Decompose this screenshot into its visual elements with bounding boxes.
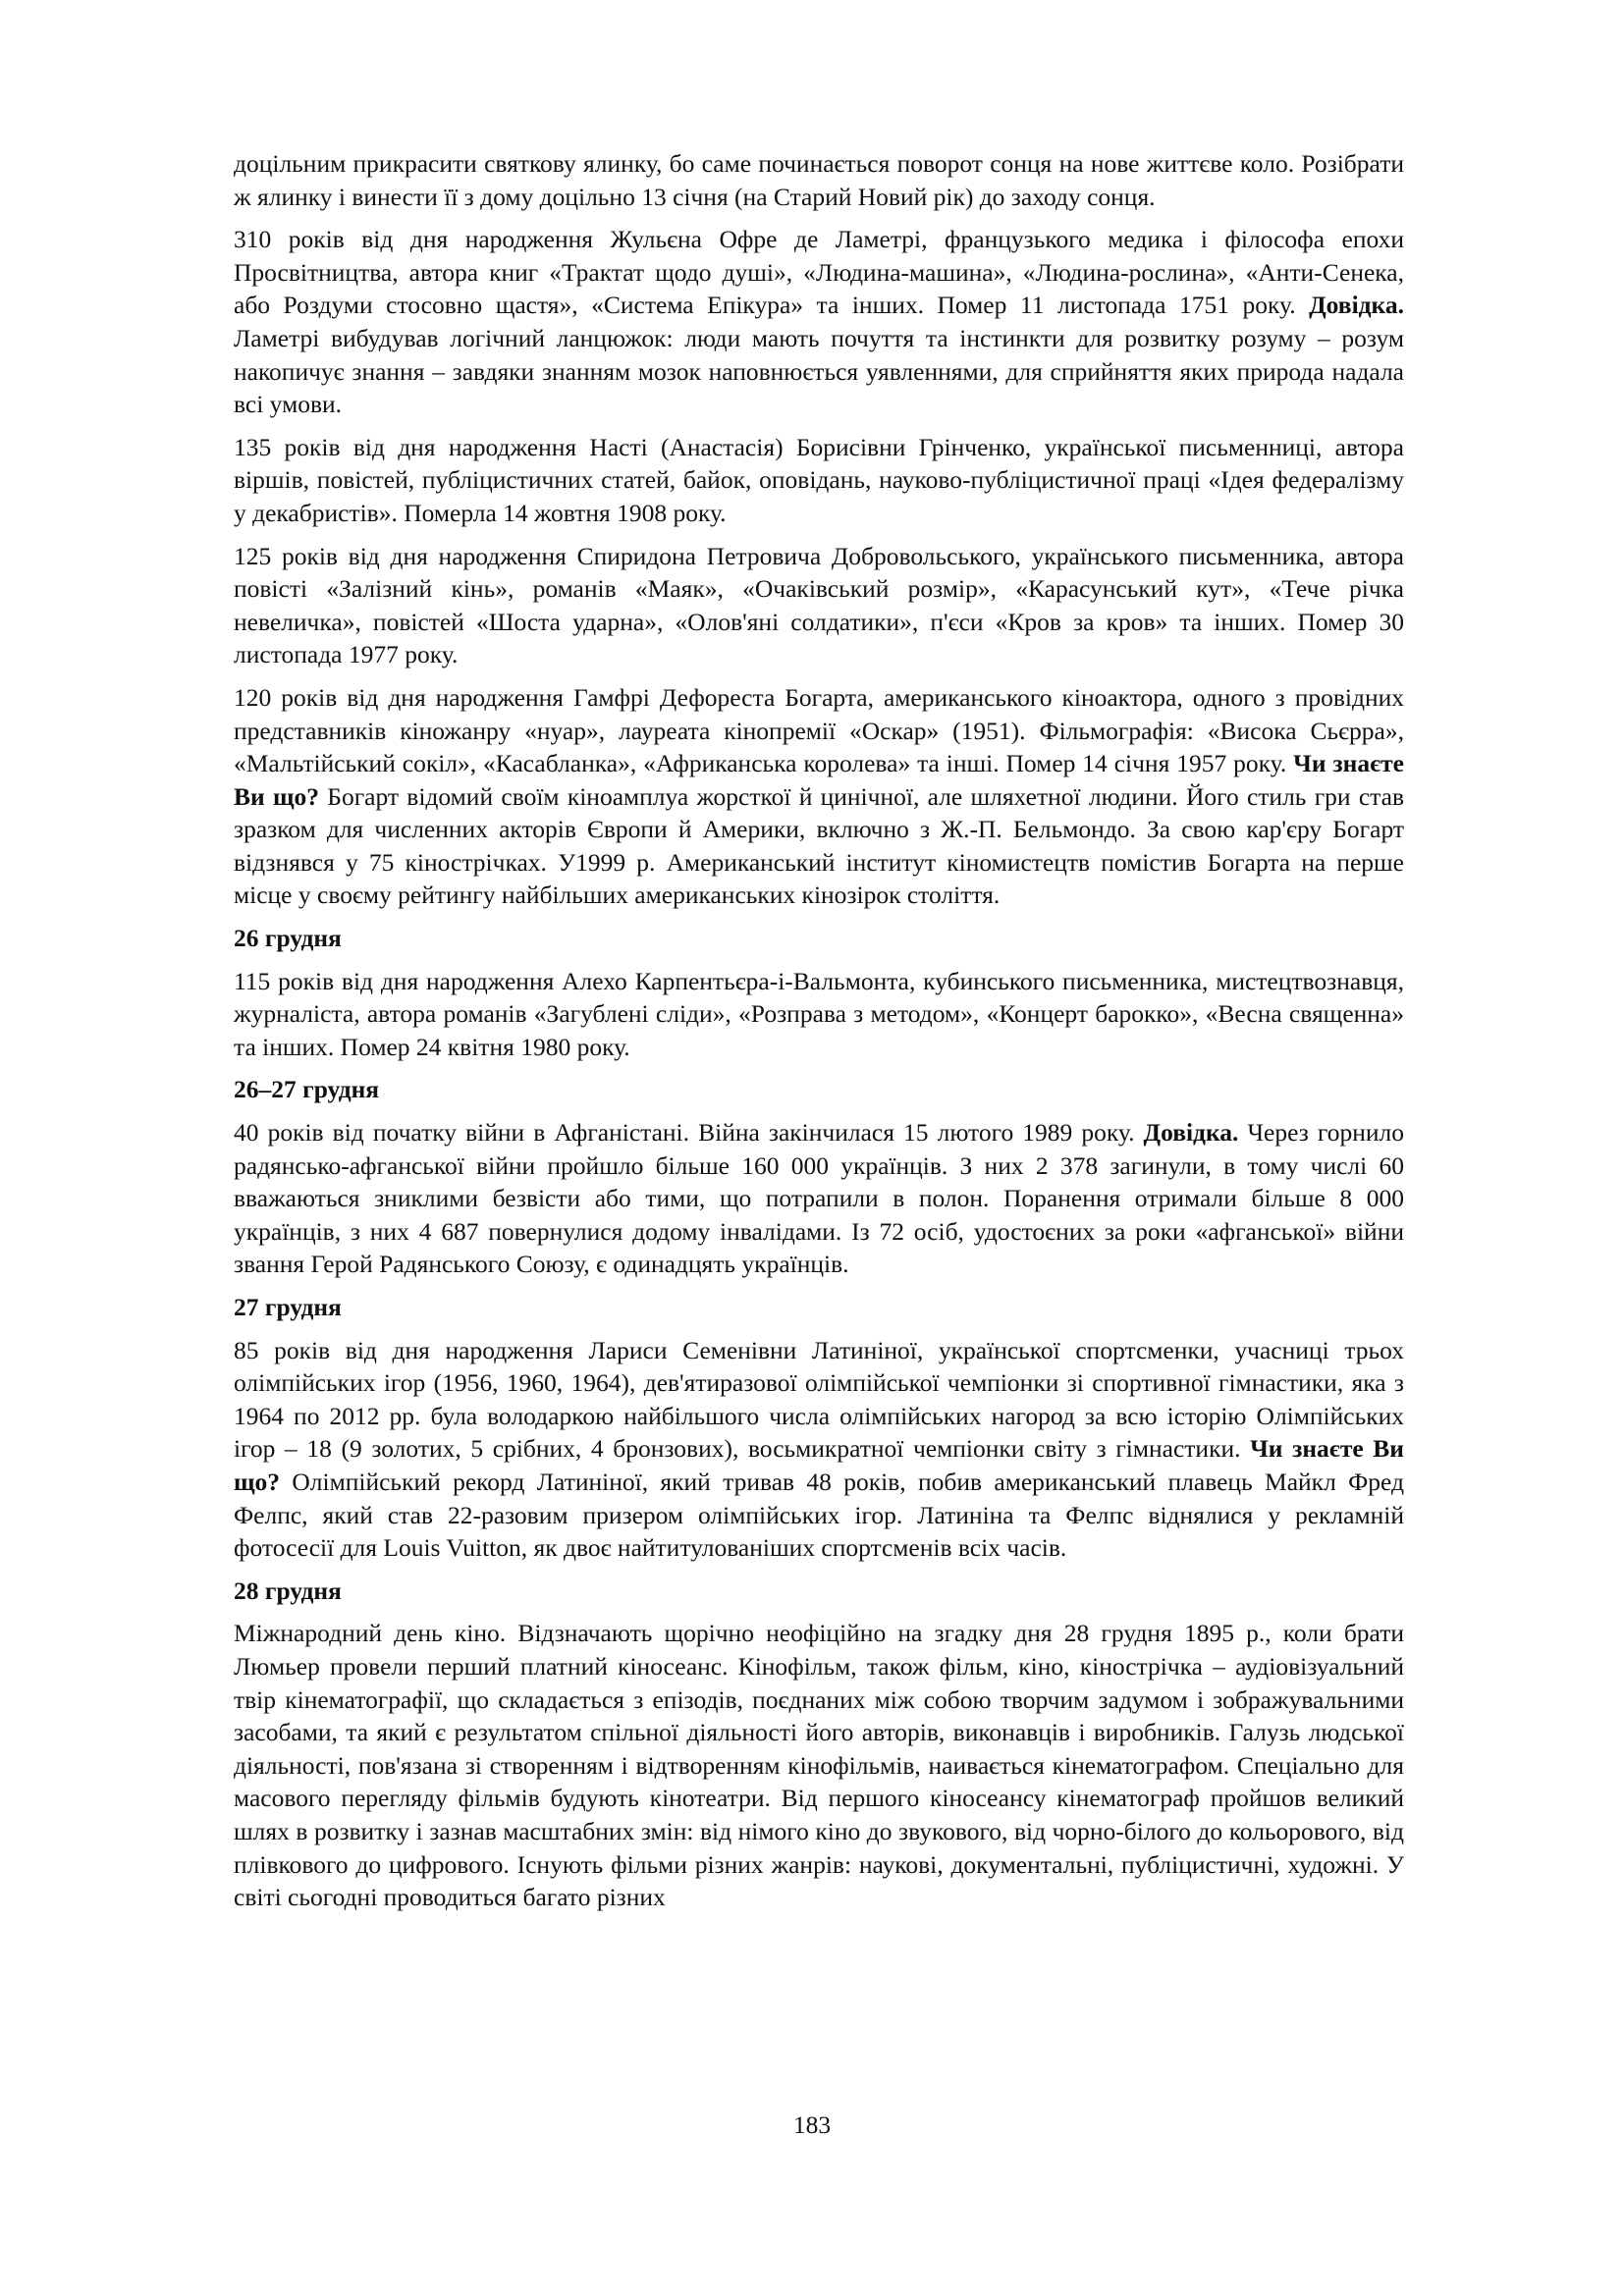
- bold-lead-in: Довідка.: [1309, 291, 1404, 320]
- text-run: 115 років від дня народження Алехо Карпентьєра-і-Вальмонта, кубинського письменника, мистецтвознавця, журналіста, автора романів «Загублені сліди», «Розправа з методом», «Концерт барокко», «Весна священна» та інших. Помер 24 квітня 1980 року.: [234, 966, 1404, 1061]
- para-new-year-tree: [234, 147, 1404, 213]
- bold-lead-in: Довідка.: [1143, 1118, 1239, 1148]
- text-run: Богарт відомий своїм кіноамплуа жорсткої й цинічної, але шляхетної людини. Його стиль гри став зразком для численних акторів Європи й Америки, включно з Ж.-П. Бельмондо. За свою кар'єру Богарт відзнявся у 75 кінострічках. У1999 р. Американський інститут кіномистецтв помістив Богарта на перше місце у своєму рейтингу найбільших американських кінозірок століття.: [234, 781, 1404, 910]
- para-latynina: [234, 1334, 1404, 1565]
- text-run: 40 років від початку війни в Афганістані. Війна закінчилася 15 лютого 1989 року.: [234, 1118, 1144, 1148]
- bold-lead-in: Чи знаєте Ви що?: [234, 1434, 1404, 1496]
- document-page: [234, 147, 1404, 1924]
- para-cinema-day: [234, 1617, 1404, 1913]
- text-run: 310 років від дня народження Жульєна Офре де Ламетрі, французького медика і філософа епохи Просвітництва, автора книг «Трактат щодо душі», «Людина-машина», «Людина-рослина», «Анти-Сенека, або Роздуми стосовно щастя», «Система Епікура» та інших. Помер 11 листопада 1751 року.: [234, 225, 1404, 320]
- para-carpentier: [234, 965, 1404, 1064]
- text-run: доцільним прикрасити святкову ялинку, бо саме починається поворот сонця на нове життєве коло. Розібрати ж ялинку і винести її з дому доцільно 13 січня (на Старий Новий рік) до заходу сонця.: [234, 149, 1404, 211]
- text-run: 125 років від дня народження Спиридона Петровича Добровольського, українського письменника, автора повісті «Залізний кінь», романів «Маяк», «Очаківський розмір», «Карасунський кут», «Тече річка невеличка», повістей «Шоста ударна», «Олов'яні солдатики», п'єси «Кров за кров» та інших. Помер 30 листопада 1977 року.: [234, 541, 1404, 669]
- text-run: Олімпійський рекорд Латиніної, який тривав 48 років, побив американський плавець Майкл Фред Фелпс, який став 22-разовим призером олімпійських ігор. Латиніна та Фелпс віднялися у рекламній фотосесії для Louis Vuitton, як двоє найтитулованіших спортсменів всіх часів.: [234, 1467, 1404, 1563]
- para-hrinchenko: [234, 431, 1404, 530]
- para-lamettrie: [234, 223, 1404, 421]
- text-run: Ламетрі вибудував логічний ланцюжок: люди мають почуття та інстинкти для розвитку розуму – розум накопичує знання – завдяки знанням мозок наповнюється уявленнями, для сприйняття яких природа надала всі умови.: [234, 323, 1404, 419]
- text-run: 120 років від дня народження Гамфрі Дефореста Богарта, американського кіноактора, одного з провідних представників кіножанру «нуар», лауреата кінопремії «Оскар» (1951). Фільмографія: «Висока Сьєрра», «Мальтійський сокіл», «Касабланка», «Африканська королева» та інші. Помер 14 січня 1957 року.: [234, 682, 1404, 778]
- para-afghanistan: [234, 1116, 1404, 1281]
- para-bogart: [234, 681, 1404, 912]
- text-run: Міжнародний день кіно. Відзначають щорічно неофіційно на згадку дня 28 грудня 1895 р., коли брати Люмьер провели перший платний кіносеанс. Кінофільм, також фільм, кіно, кінострічка – аудіовізуальний твір кінематографії, що складається з епізодів, поєднаних між собою творчим задумом і зображувальними засобами, та який є результатом спільної діяльності його авторів, виконавців і виробників. Галузь людської діяльності, пов'язана зі створенням і відтворенням кінофільмів, наивається кінематографом. Спеціально для масового перегляду фільмів будують кінотеатри. Від першого кіносеансу кінематограф пройшов великий шлях в розвитку і зазнав масштабних змін: від німого кіно до звукового, від чорно-білого до кольорового, від плівкового до цифрового. Існують фільми різних жанрів: наукові, документальні, публіцистичні, художні. У світі сьогодні проводиться багато різних: [234, 1619, 1404, 1912]
- bold-lead-in: Чи знаєте Ви що?: [234, 749, 1404, 811]
- date-heading-27: 27 грудня: [234, 1293, 342, 1321]
- text-run: 135 років від дня народження Насті (Анастасія) Борисівни Грінченко, української письменниці, автора віршів, повістей, публіцистичних статей, байок, оповідань, науково-публіцистичної праці «Ідея федералізму у декабристів». Померла 14 жовтня 1908 року.: [234, 432, 1404, 527]
- para-dobrovolsky: [234, 540, 1404, 671]
- date-heading-26-27: 26–27 грудня: [234, 1075, 380, 1104]
- text-run: 85 років від дня народження Лариси Семенівни Латиніної, української спортсменки, учасниці трьох олімпійських ігор (1956, 1960, 1964), дев'ятиразової олімпійської чемпіонки зі спортивної гімнастики, яка з 1964 по 2012 рр. була володаркою найбільшого числа олімпійських нагород за всю історію Олімпійських ігор – 18 (9 золотих, 5 срібних, 4 бронзових), восьмикратної чемпіонки світу з гімнастики.: [234, 1335, 1404, 1464]
- page-number: 183: [792, 2110, 832, 2139]
- date-heading-28: 28 грудня: [234, 1575, 342, 1605]
- date-heading-26: 26 грудня: [234, 924, 342, 953]
- text-run: Через горнило радянсько-афганської війни пройшло більше 160 000 українців. З них 2 378 загинули, в тому числі 60 вважаються зниклими безвісти або тими, що потрапили в полон. Поранення отримали більше 8 000 українців, з них 4 687 повернулися додому інвалідами. Із 72 осіб, удостоєних за роки «афганської» війни звання Герой Радянського Союзу, є одинадцять українців.: [234, 1118, 1405, 1279]
